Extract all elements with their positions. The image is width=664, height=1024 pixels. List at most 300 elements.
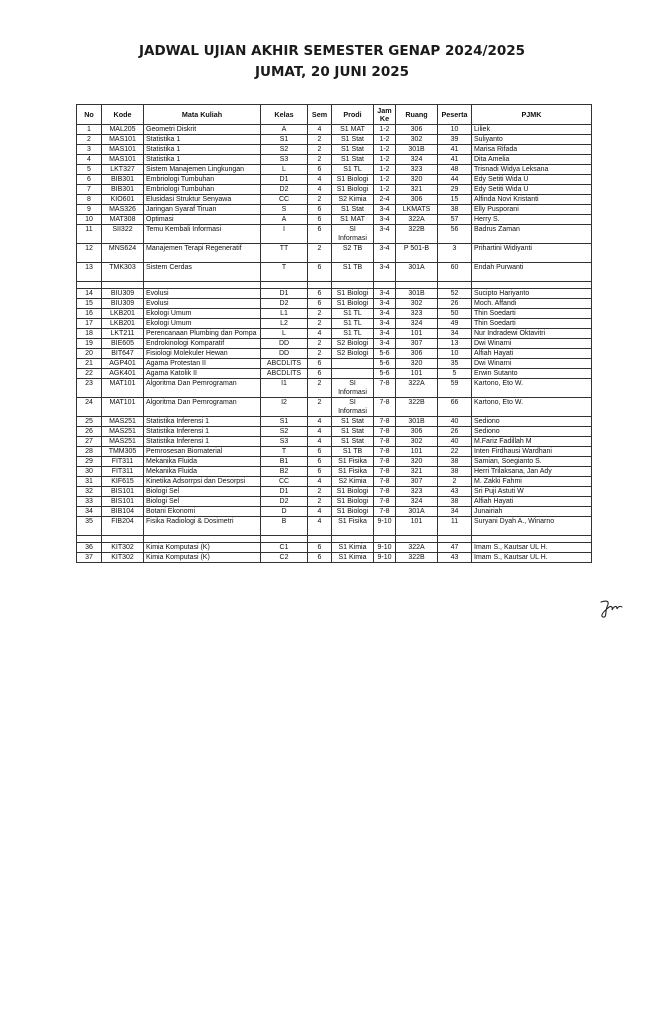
cell-prodi: S2 Kimia xyxy=(332,477,374,487)
cell-mata-kuliah: Sistem Manajemen Lingkungan xyxy=(144,165,261,175)
cell-kelas: CC xyxy=(261,477,308,487)
col-header-jam-ke: Jam Ke xyxy=(374,105,396,125)
cell-prodi: S1 Stat xyxy=(332,427,374,437)
cell-pjmk: Nur Indradewi Oktavitri xyxy=(472,329,592,339)
cell-prodi: S1 Biologi xyxy=(332,497,374,507)
gap-cell xyxy=(102,282,144,289)
cell-peserta: 43 xyxy=(438,487,472,497)
cell-kelas: D1 xyxy=(261,289,308,299)
cell-prodi: SI Informasi xyxy=(332,379,374,398)
col-header-kode: Kode xyxy=(102,105,144,125)
gap-cell xyxy=(308,282,332,289)
cell-pjmk: Marisa Rifada xyxy=(472,145,592,155)
cell-no: 18 xyxy=(77,329,102,339)
gap-cell xyxy=(472,536,592,543)
cell-ruang: 101 xyxy=(396,447,438,457)
cell-mata-kuliah: Kimia Komputasi (K) xyxy=(144,543,261,553)
cell-pjmk: Thin Soedarti xyxy=(472,319,592,329)
cell-ruang: 306 xyxy=(396,125,438,135)
cell-pjmk: Alfiah Hayati xyxy=(472,497,592,507)
cell-no: 6 xyxy=(77,175,102,185)
cell-ruang: 324 xyxy=(396,319,438,329)
cell-peserta: 13 xyxy=(438,339,472,349)
cell-no: 25 xyxy=(77,417,102,427)
cell-no: 29 xyxy=(77,457,102,467)
table-row xyxy=(77,205,592,215)
cell-mata-kuliah: Evolusi xyxy=(144,289,261,299)
cell-jam-ke: 1-2 xyxy=(374,175,396,185)
col-header-pjmk: PJMK xyxy=(472,105,592,125)
table-row xyxy=(77,339,592,349)
cell-sem: 2 xyxy=(308,319,332,329)
cell-kelas: A xyxy=(261,215,308,225)
cell-no: 11 xyxy=(77,225,102,244)
cell-pjmk: Kartono, Eto W. xyxy=(472,398,592,417)
cell-pjmk: Erwin Sutanto xyxy=(472,369,592,379)
cell-sem: 4 xyxy=(308,185,332,195)
cell-no: 21 xyxy=(77,359,102,369)
cell-pjmk: Sediono xyxy=(472,417,592,427)
table-row xyxy=(77,349,592,359)
cell-jam-ke: 3-4 xyxy=(374,329,396,339)
table-row xyxy=(77,289,592,299)
cell-prodi: S1 Stat xyxy=(332,155,374,165)
cell-sem: 6 xyxy=(308,467,332,477)
table-row xyxy=(77,175,592,185)
cell-kode: FIB204 xyxy=(102,517,144,536)
cell-sem: 2 xyxy=(308,145,332,155)
cell-peserta: 43 xyxy=(438,553,472,563)
cell-mata-kuliah: Fisiologi Molekuler Hewan xyxy=(144,349,261,359)
cell-peserta: 10 xyxy=(438,125,472,135)
table-body xyxy=(77,125,592,563)
cell-prodi xyxy=(332,369,374,379)
cell-mata-kuliah: Manajemen Terapi Regeneratif xyxy=(144,244,261,263)
gap-cell xyxy=(472,282,592,289)
cell-sem: 4 xyxy=(308,417,332,427)
cell-kelas: C2 xyxy=(261,553,308,563)
cell-sem: 6 xyxy=(308,215,332,225)
table-row xyxy=(77,309,592,319)
gap-cell xyxy=(438,282,472,289)
cell-no: 27 xyxy=(77,437,102,447)
cell-kode: MAS251 xyxy=(102,437,144,447)
cell-sem: 6 xyxy=(308,165,332,175)
cell-no: 1 xyxy=(77,125,102,135)
cell-kode: MAL205 xyxy=(102,125,144,135)
cell-kelas: B2 xyxy=(261,467,308,477)
table-row xyxy=(77,225,592,244)
cell-no: 13 xyxy=(77,263,102,282)
cell-kode: TMM305 xyxy=(102,447,144,457)
cell-kelas: I1 xyxy=(261,379,308,398)
cell-pjmk: M. Zakki Fahmi xyxy=(472,477,592,487)
table-row xyxy=(77,477,592,487)
cell-sem: 6 xyxy=(308,553,332,563)
cell-pjmk: M.Fariz Fadillah M xyxy=(472,437,592,447)
cell-jam-ke: 7-8 xyxy=(374,497,396,507)
cell-ruang: 324 xyxy=(396,497,438,507)
cell-ruang: 322B xyxy=(396,225,438,244)
cell-prodi: S1 Stat xyxy=(332,417,374,427)
cell-ruang: 306 xyxy=(396,427,438,437)
cell-kelas: B1 xyxy=(261,457,308,467)
col-header-ruang: Ruang xyxy=(396,105,438,125)
cell-pjmk: Alfinda Novi Kristanti xyxy=(472,195,592,205)
cell-peserta: 3 xyxy=(438,244,472,263)
table-row xyxy=(77,379,592,398)
cell-ruang: 306 xyxy=(396,349,438,359)
cell-kode: SII322 xyxy=(102,225,144,244)
cell-peserta: 39 xyxy=(438,135,472,145)
cell-kelas: D2 xyxy=(261,185,308,195)
cell-jam-ke: 3-4 xyxy=(374,339,396,349)
cell-peserta: 11 xyxy=(438,517,472,536)
table-row xyxy=(77,155,592,165)
col-header-peserta: Peserta xyxy=(438,105,472,125)
cell-jam-ke: 5-6 xyxy=(374,359,396,369)
cell-ruang: 101 xyxy=(396,369,438,379)
cell-jam-ke: 7-8 xyxy=(374,447,396,457)
cell-mata-kuliah: Mekanika Fluida xyxy=(144,467,261,477)
cell-kode: AGP401 xyxy=(102,359,144,369)
cell-mata-kuliah: Evolusi xyxy=(144,299,261,309)
cell-ruang: 323 xyxy=(396,165,438,175)
cell-pjmk: Trisnadi Widya Leksana xyxy=(472,165,592,175)
cell-sem: 2 xyxy=(308,398,332,417)
cell-no: 19 xyxy=(77,339,102,349)
cell-ruang: 306 xyxy=(396,195,438,205)
cell-pjmk: Badrus Zaman xyxy=(472,225,592,244)
cell-peserta: 52 xyxy=(438,289,472,299)
cell-jam-ke: 2-4 xyxy=(374,195,396,205)
table-row xyxy=(77,447,592,457)
cell-jam-ke: 7-8 xyxy=(374,379,396,398)
cell-prodi: S1 Fisika xyxy=(332,457,374,467)
cell-sem: 2 xyxy=(308,487,332,497)
cell-mata-kuliah: Agama Katolik II xyxy=(144,369,261,379)
cell-sem: 2 xyxy=(308,155,332,165)
cell-kode: KIO601 xyxy=(102,195,144,205)
cell-mata-kuliah: Statistika 1 xyxy=(144,135,261,145)
cell-prodi: S1 Stat xyxy=(332,135,374,145)
cell-no: 35 xyxy=(77,517,102,536)
cell-sem: 4 xyxy=(308,517,332,536)
cell-kode: BIB104 xyxy=(102,507,144,517)
cell-jam-ke: 1-2 xyxy=(374,125,396,135)
cell-peserta: 34 xyxy=(438,507,472,517)
cell-pjmk: Moch. Affandi xyxy=(472,299,592,309)
cell-peserta: 26 xyxy=(438,299,472,309)
cell-prodi: S1 Biologi xyxy=(332,507,374,517)
cell-sem: 2 xyxy=(308,135,332,145)
cell-kode: KIT302 xyxy=(102,553,144,563)
cell-kelas: L xyxy=(261,165,308,175)
gap-cell xyxy=(396,282,438,289)
cell-prodi: S1 MAT xyxy=(332,215,374,225)
cell-kode: BIT647 xyxy=(102,349,144,359)
cell-kode: MAT101 xyxy=(102,379,144,398)
col-header-sem: Sem xyxy=(308,105,332,125)
cell-no: 22 xyxy=(77,369,102,379)
gap-cell xyxy=(261,536,308,543)
cell-peserta: 34 xyxy=(438,329,472,339)
cell-prodi: S1 Kimia xyxy=(332,553,374,563)
cell-sem: 4 xyxy=(308,437,332,447)
table-row xyxy=(77,125,592,135)
cell-ruang: 322A xyxy=(396,543,438,553)
cell-sem: 6 xyxy=(308,263,332,282)
cell-kode: BIB301 xyxy=(102,185,144,195)
cell-prodi: S1 Fisika xyxy=(332,517,374,536)
cell-kode: MAT308 xyxy=(102,215,144,225)
cell-no: 17 xyxy=(77,319,102,329)
cell-peserta: 10 xyxy=(438,349,472,359)
cell-jam-ke: 7-8 xyxy=(374,507,396,517)
cell-mata-kuliah: Elusidasi Struktur Senyawa xyxy=(144,195,261,205)
cell-pjmk: Suryani Dyah A., Winarno xyxy=(472,517,592,536)
cell-kelas: S3 xyxy=(261,155,308,165)
cell-ruang: 302 xyxy=(396,299,438,309)
gap-cell xyxy=(308,536,332,543)
cell-kode: MAS101 xyxy=(102,145,144,155)
cell-ruang: 301B xyxy=(396,145,438,155)
cell-pjmk: Junairiah xyxy=(472,507,592,517)
table-row xyxy=(77,553,592,563)
cell-prodi: SI Informasi xyxy=(332,398,374,417)
cell-no: 14 xyxy=(77,289,102,299)
gap-cell xyxy=(102,536,144,543)
cell-kelas: S1 xyxy=(261,417,308,427)
cell-prodi: S1 TB xyxy=(332,263,374,282)
cell-kelas: D xyxy=(261,507,308,517)
cell-sem: 6 xyxy=(308,205,332,215)
cell-ruang: 302 xyxy=(396,135,438,145)
cell-pjmk: Dwi Winarni xyxy=(472,359,592,369)
cell-peserta: 29 xyxy=(438,185,472,195)
cell-jam-ke: 1-2 xyxy=(374,165,396,175)
cell-kelas: L1 xyxy=(261,309,308,319)
cell-pjmk: Kartono, Eto W. xyxy=(472,379,592,398)
cell-jam-ke: 3-4 xyxy=(374,263,396,282)
cell-kelas: S2 xyxy=(261,145,308,155)
cell-peserta: 5 xyxy=(438,369,472,379)
table-row xyxy=(77,543,592,553)
cell-sem: 4 xyxy=(308,507,332,517)
table-row xyxy=(77,165,592,175)
cell-peserta: 35 xyxy=(438,359,472,369)
cell-jam-ke: 7-8 xyxy=(374,398,396,417)
cell-prodi: S1 Biologi xyxy=(332,299,374,309)
cell-peserta: 47 xyxy=(438,543,472,553)
gap-cell xyxy=(396,536,438,543)
cell-prodi: S1 Biologi xyxy=(332,487,374,497)
table-row xyxy=(77,195,592,205)
cell-kode: BIB301 xyxy=(102,175,144,185)
cell-jam-ke: 7-8 xyxy=(374,487,396,497)
cell-pjmk: Edy Setiti Wida U xyxy=(472,185,592,195)
cell-kelas: L xyxy=(261,329,308,339)
cell-ruang: 321 xyxy=(396,467,438,477)
table-row xyxy=(77,299,592,309)
table-row xyxy=(77,359,592,369)
cell-mata-kuliah: Algoritma Dan Pemrograman xyxy=(144,379,261,398)
gap-cell xyxy=(332,282,374,289)
cell-ruang: 101 xyxy=(396,517,438,536)
gap-cell xyxy=(374,282,396,289)
table-row xyxy=(77,507,592,517)
cell-peserta: 38 xyxy=(438,467,472,477)
gap-cell xyxy=(77,282,102,289)
cell-no: 34 xyxy=(77,507,102,517)
cell-sem: 2 xyxy=(308,244,332,263)
cell-pjmk: Imam S., Kautsar UL H. xyxy=(472,543,592,553)
cell-mata-kuliah: Mekanika Fluida xyxy=(144,457,261,467)
table-row xyxy=(77,145,592,155)
cell-ruang: 301B xyxy=(396,289,438,299)
cell-kelas: S2 xyxy=(261,427,308,437)
gap-cell xyxy=(261,282,308,289)
cell-jam-ke: 7-8 xyxy=(374,467,396,477)
cell-mata-kuliah: Endrokinologi Komparatif xyxy=(144,339,261,349)
cell-jam-ke: 1-2 xyxy=(374,155,396,165)
table-gap-row xyxy=(77,282,592,289)
cell-sem: 2 xyxy=(308,309,332,319)
table-row xyxy=(77,457,592,467)
cell-jam-ke: 3-4 xyxy=(374,244,396,263)
cell-peserta: 59 xyxy=(438,379,472,398)
cell-mata-kuliah: Botani Ekonomi xyxy=(144,507,261,517)
cell-kode: FIT311 xyxy=(102,467,144,477)
cell-no: 36 xyxy=(77,543,102,553)
cell-no: 20 xyxy=(77,349,102,359)
cell-kode: AGK401 xyxy=(102,369,144,379)
cell-ruang: 302 xyxy=(396,437,438,447)
cell-sem: 2 xyxy=(308,379,332,398)
cell-ruang: 320 xyxy=(396,359,438,369)
cell-kode: TMK303 xyxy=(102,263,144,282)
cell-mata-kuliah: Embriologi Tumbuhan xyxy=(144,185,261,195)
cell-kode: BIE605 xyxy=(102,339,144,349)
cell-prodi: S1 Biologi xyxy=(332,185,374,195)
table-row xyxy=(77,398,592,417)
col-header-mata-kuliah: Mata Kuliah xyxy=(144,105,261,125)
cell-no: 3 xyxy=(77,145,102,155)
cell-no: 10 xyxy=(77,215,102,225)
cell-kelas: ABCDLITS xyxy=(261,359,308,369)
cell-mata-kuliah: Statistika Inferensi 1 xyxy=(144,427,261,437)
cell-sem: 6 xyxy=(308,447,332,457)
cell-peserta: 66 xyxy=(438,398,472,417)
cell-mata-kuliah: Statistika 1 xyxy=(144,155,261,165)
cell-kode: BIU309 xyxy=(102,289,144,299)
cell-peserta: 26 xyxy=(438,427,472,437)
cell-prodi: S1 TL xyxy=(332,165,374,175)
cell-kode: LKB201 xyxy=(102,309,144,319)
cell-sem: 2 xyxy=(308,339,332,349)
cell-sem: 2 xyxy=(308,349,332,359)
cell-ruang: 323 xyxy=(396,309,438,319)
table-row xyxy=(77,244,592,263)
cell-jam-ke: 3-4 xyxy=(374,289,396,299)
cell-peserta: 48 xyxy=(438,165,472,175)
cell-kelas: L2 xyxy=(261,319,308,329)
cell-jam-ke: 3-4 xyxy=(374,309,396,319)
cell-mata-kuliah: Biologi Sel xyxy=(144,497,261,507)
cell-mata-kuliah: Temu Kembali Informasi xyxy=(144,225,261,244)
cell-jam-ke: 9-10 xyxy=(374,543,396,553)
cell-ruang: P 501-B xyxy=(396,244,438,263)
cell-sem: 6 xyxy=(308,457,332,467)
cell-peserta: 15 xyxy=(438,195,472,205)
cell-jam-ke: 7-8 xyxy=(374,417,396,427)
cell-mata-kuliah: Statistika Inferensi 1 xyxy=(144,417,261,427)
cell-jam-ke: 3-4 xyxy=(374,299,396,309)
cell-mata-kuliah: Geometri Diskrit xyxy=(144,125,261,135)
cell-kode: BIU309 xyxy=(102,299,144,309)
cell-kelas: I xyxy=(261,225,308,244)
cell-pjmk: Prihartini Widiyanti xyxy=(472,244,592,263)
cell-kelas: D2 xyxy=(261,497,308,507)
cell-kode: BIS101 xyxy=(102,487,144,497)
cell-kode: MAS326 xyxy=(102,205,144,215)
cell-sem: 6 xyxy=(308,359,332,369)
cell-peserta: 38 xyxy=(438,205,472,215)
cell-ruang: 301A xyxy=(396,263,438,282)
cell-prodi: S1 Biologi xyxy=(332,289,374,299)
cell-kode: KIF615 xyxy=(102,477,144,487)
cell-kelas: D1 xyxy=(261,175,308,185)
cell-peserta: 44 xyxy=(438,175,472,185)
cell-ruang: 322A xyxy=(396,379,438,398)
cell-pjmk: Imam S., Kautsar UL H. xyxy=(472,553,592,563)
cell-kelas: ABCDLITS xyxy=(261,369,308,379)
cell-kode: FIT311 xyxy=(102,457,144,467)
cell-mata-kuliah: Pemrosesan Biomaterial xyxy=(144,447,261,457)
cell-kelas: S xyxy=(261,205,308,215)
table-row xyxy=(77,215,592,225)
cell-prodi: S1 Kimia xyxy=(332,543,374,553)
cell-ruang: 301B xyxy=(396,417,438,427)
cell-prodi: S1 TL xyxy=(332,319,374,329)
gap-cell xyxy=(144,536,261,543)
cell-kelas: D1 xyxy=(261,487,308,497)
cell-kode: MAS101 xyxy=(102,135,144,145)
cell-pjmk: Suliyanto xyxy=(472,135,592,145)
cell-no: 32 xyxy=(77,487,102,497)
cell-prodi: S2 TB xyxy=(332,244,374,263)
cell-no: 28 xyxy=(77,447,102,457)
cell-pjmk: Samian, Soegianto S. xyxy=(472,457,592,467)
cell-prodi: S1 Stat xyxy=(332,437,374,447)
cell-kode: LKT211 xyxy=(102,329,144,339)
cell-pjmk: Thin Soedarti xyxy=(472,309,592,319)
cell-prodi: S1 Biologi xyxy=(332,175,374,185)
cell-peserta: 41 xyxy=(438,145,472,155)
cell-sem: 6 xyxy=(308,369,332,379)
cell-sem: 2 xyxy=(308,195,332,205)
cell-mata-kuliah: Embriologi Tumbuhan xyxy=(144,175,261,185)
cell-kode: LKT327 xyxy=(102,165,144,175)
cell-peserta: 38 xyxy=(438,497,472,507)
table-row xyxy=(77,263,592,282)
cell-no: 26 xyxy=(77,427,102,437)
cell-mata-kuliah: Fisika Radiologi & Dosimetri xyxy=(144,517,261,536)
cell-prodi: S1 TL xyxy=(332,309,374,319)
col-header-kelas: Kelas xyxy=(261,105,308,125)
cell-peserta: 57 xyxy=(438,215,472,225)
table-row xyxy=(77,497,592,507)
